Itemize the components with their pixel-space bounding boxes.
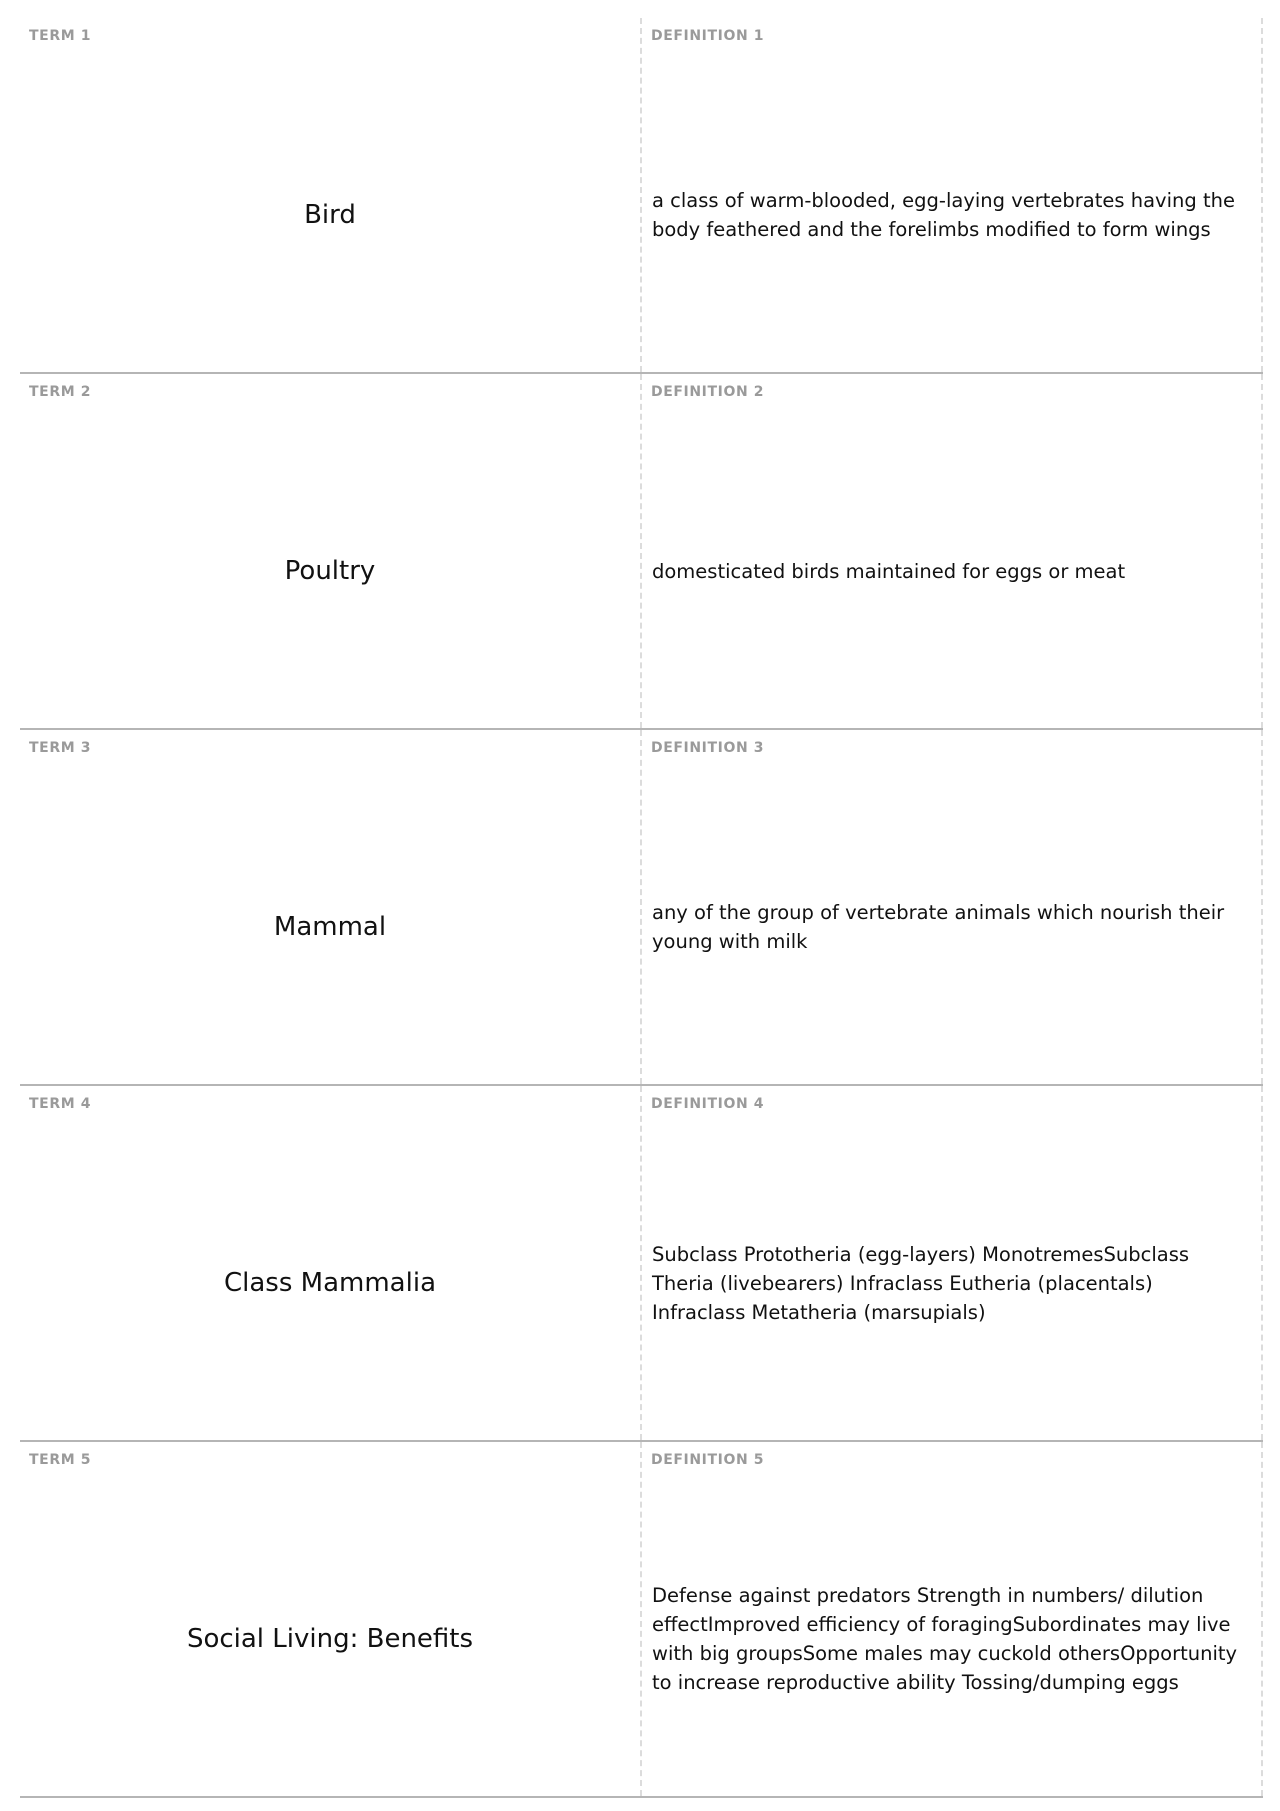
term-label: TERM 5 (29, 1452, 92, 1468)
term-label: TERM 1 (29, 28, 92, 44)
term-label: TERM 2 (29, 384, 92, 400)
term-label: TERM 3 (29, 740, 92, 756)
definition-label: DEFINITION 2 (651, 384, 765, 400)
term-text: Class Mammalia (224, 1267, 436, 1298)
definition-text: Subclass Prototheria (egg-layers) MonotremesSubclass Theria (livebearers) Infraclass Eutheria (placentals) Infraclass Metatheria (marsupials) (652, 1242, 1190, 1324)
definition-cell (642, 374, 1263, 728)
definition-cell (642, 18, 1263, 372)
definition-text: domesticated birds maintained for eggs or meat (652, 559, 1126, 583)
definition-label: DEFINITION 1 (651, 28, 765, 44)
flashcard-sheet (20, 18, 1263, 1798)
term-label: TERM 4 (29, 1096, 92, 1112)
flashcard-row (20, 730, 1263, 1086)
definition-label: DEFINITION 4 (651, 1096, 765, 1112)
flashcard-row (20, 18, 1263, 374)
term-cell (20, 1442, 642, 1796)
flashcard-row (20, 1442, 1263, 1798)
definition-cell (642, 1442, 1263, 1796)
term-cell (20, 730, 642, 1084)
term-cell (20, 374, 642, 728)
term-text: Social Living: Benefits (186, 1623, 474, 1654)
term-text: Poultry (284, 555, 376, 586)
definition-text: Defense against predators Strength in numbers/ dilution effectImproved efficiency of foragingSubordinates may live with big groupsSome males may cuckold othersOpportunity to increase reproductive ability Tossing/dumping eggs (652, 1584, 1238, 1694)
definition-label: DEFINITION 3 (651, 740, 765, 756)
definition-text: a class of warm-blooded, egg-laying vertebrates having the body feathered and the forelimbs modified to form wings (652, 189, 1235, 241)
term-text: Mammal (273, 911, 387, 942)
definition-cell (642, 730, 1263, 1084)
flashcard-row (20, 374, 1263, 730)
term-text: Bird (304, 199, 356, 230)
term-cell (20, 18, 642, 372)
definition-cell (642, 1086, 1263, 1440)
definition-text: any of the group of vertebrate animals which nourish their young with milk (652, 901, 1225, 953)
flashcard-row (20, 1086, 1263, 1442)
term-cell (20, 1086, 642, 1440)
definition-label: DEFINITION 5 (651, 1452, 765, 1468)
